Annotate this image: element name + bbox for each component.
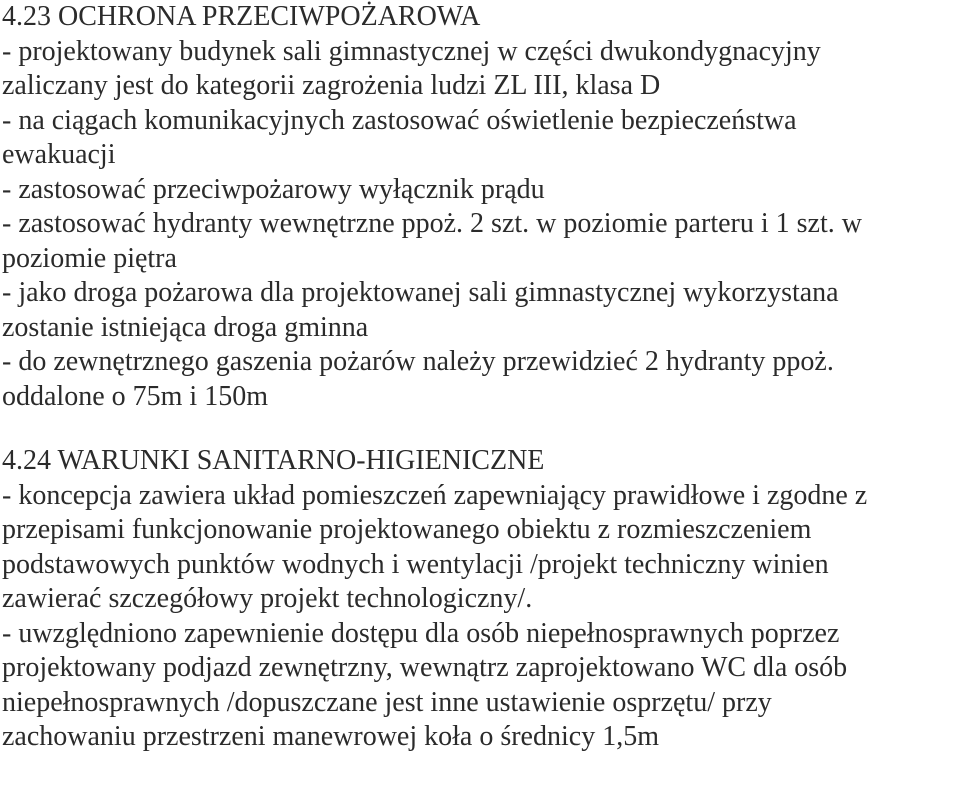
section-heading: 4.23 OCHRONA PRZECIWPOŻAROWA (2, 1, 481, 32)
text-line: niepełnosprawnych /dopuszczane jest inne ustawienie osprzętu/ przy (2, 686, 772, 718)
text-line: - uwzględniono zapewnienie dostępu dla osób niepełnosprawnych poprzez (2, 617, 840, 649)
text-line: podstawowych punktów wodnych i wentylacji /projekt techniczny winien (2, 548, 829, 580)
text-line: zachowaniu przestrzeni manewrowej koła o średnicy 1,5m (2, 721, 659, 752)
text-line: - na ciągach komunikacyjnych zastosować oświetlenie bezpieczeństwa (2, 104, 797, 136)
text-line: - zastosować przeciwpożarowy wyłącznik prądu (2, 173, 545, 205)
text-line: - projektowany budynek sali gimnastycznej w części dwukondygnacyjny (2, 35, 821, 67)
section-gap (2, 414, 958, 444)
section-fire-protection (2, 0, 958, 414)
text-line: zawierać szczegółowy projekt technologiczny/. (2, 583, 533, 614)
text-line: zaliczany jest do kategorii zagrożenia ludzi ZL III, klasa D (2, 70, 661, 101)
text-line: oddalone o 75m i 150m (2, 380, 268, 412)
text-line: - zastosować hydranty wewnętrzne ppoż. 2 szt. w poziomie parteru i 1 szt. w (2, 208, 862, 239)
text-line: poziomie piętra (2, 242, 177, 274)
text-line: - jako droga pożarowa dla projektowanej sali gimnastycznej wykorzystana (2, 277, 839, 308)
text-line: przepisami funkcjonowanie projektowanego obiektu z rozmieszczeniem (2, 514, 812, 545)
text-line: - do zewnętrznego gaszenia pożarów należy przewidzieć 2 hydranty ppoż. (2, 346, 834, 377)
text-line: ewakuacji (2, 139, 116, 170)
document-page (2, 0, 958, 786)
section-sanitary (2, 444, 958, 755)
text-line: - koncepcja zawiera układ pomieszczeń zapewniający prawidłowe i zgodne z (2, 479, 868, 511)
section-heading: 4.24 WARUNKI SANITARNO-HIGIENICZNE (2, 445, 545, 476)
text-line: zostanie istniejąca droga gminna (2, 311, 369, 343)
text-line: projektowany podjazd zewnętrzny, wewnątrz zaprojektowano WC dla osób (2, 652, 848, 683)
